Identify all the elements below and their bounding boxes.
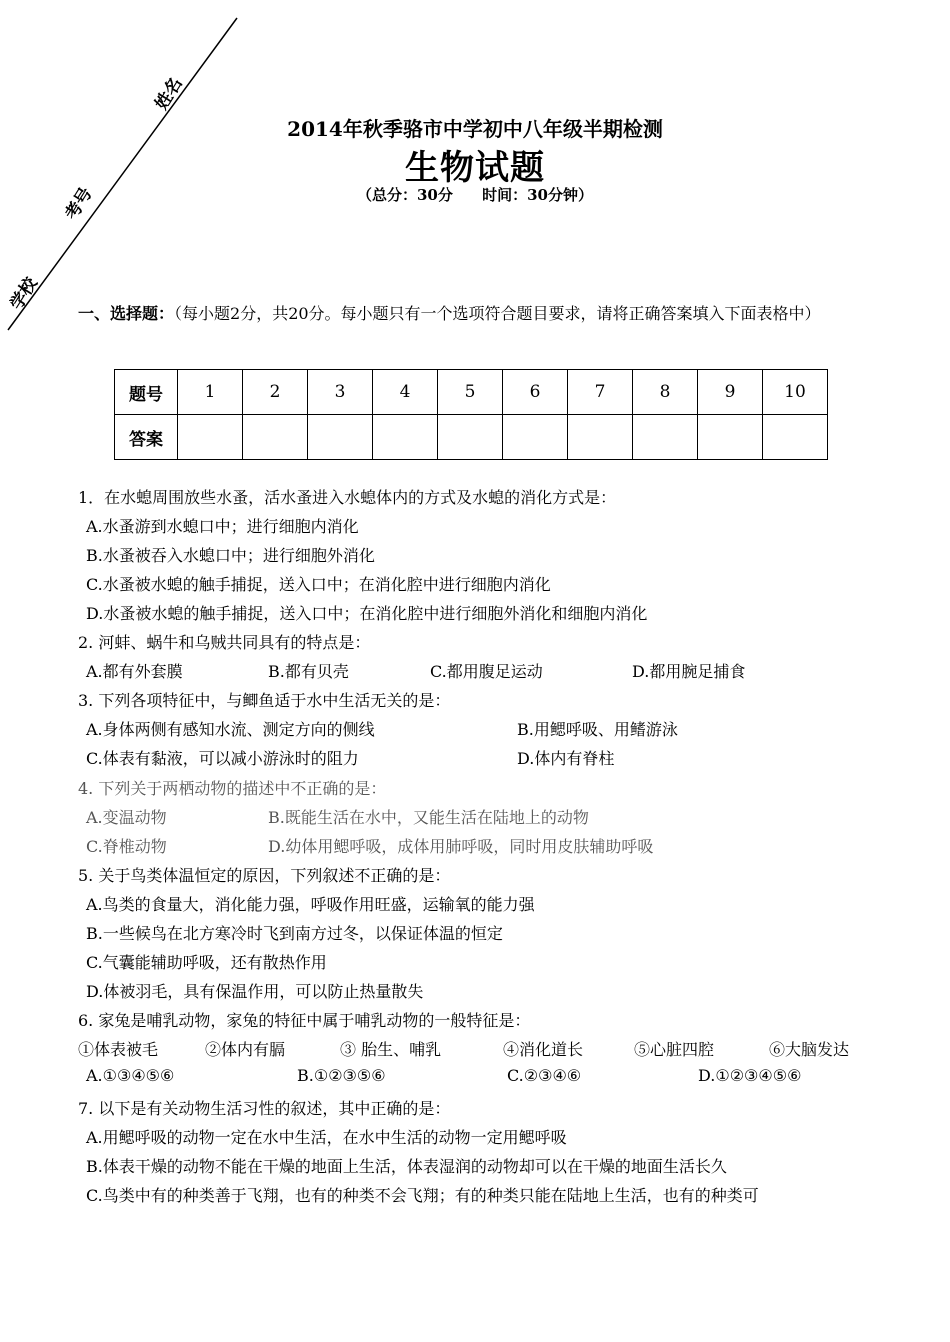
question-5-option-c: C.气囊能辅助呼吸，还有散热作用 bbox=[86, 953, 327, 972]
question-6-stem: 6. 家兔是哺乳动物，家兔的特征中属于哺乳动物的一般特征是： bbox=[78, 1011, 531, 1030]
table-cell: 9 bbox=[698, 370, 763, 415]
exam-title: 2014年秋季骆市中学初中八年级半期检测 bbox=[287, 117, 663, 141]
question-3-option-b: B.用鳃呼吸、用鳍游泳 bbox=[517, 720, 678, 739]
section-title: 一、选择题： bbox=[78, 304, 175, 323]
question-4-option-b: B.既能生活在水中，又能生活在陆地上的动物 bbox=[268, 808, 589, 827]
table-cell: 2 bbox=[243, 370, 308, 415]
subject-title: 生物试题 bbox=[405, 148, 545, 188]
table-cell: 5 bbox=[438, 370, 503, 415]
question-6-feature-1: ①体表被毛 bbox=[78, 1040, 159, 1059]
question-6-feature-4: ④消化道长 bbox=[503, 1040, 584, 1059]
question-5-stem: 5. 关于鸟类体温恒定的原因，下列叙述不正确的是： bbox=[78, 866, 451, 885]
question-7-option-a: A.用鳃呼吸的动物一定在水中生活，在水中生活的动物一定用鳃呼吸 bbox=[86, 1128, 567, 1147]
question-2-stem: 2. 河蚌、蜗牛和乌贼共同具有的特点是： bbox=[78, 633, 371, 652]
section-instruction: （每小题2分，共20分。每小题只有一个选项符合题目要求，请将正确答案填入下面表格中） bbox=[174, 304, 821, 323]
exam-time: 时间：30分钟） bbox=[482, 186, 593, 204]
question-6-option-b: B.①②③⑤⑥ bbox=[297, 1066, 386, 1085]
question-6-feature-3: ③ 胎生、哺乳 bbox=[340, 1040, 442, 1059]
table-cell: 6 bbox=[503, 370, 568, 415]
answer-cell[interactable] bbox=[633, 415, 698, 460]
question-5-option-d: D.体被羽毛，具有保温作用，可以防止热量散失 bbox=[86, 982, 424, 1001]
answer-cell[interactable] bbox=[438, 415, 503, 460]
row-label-answer: 答案 bbox=[115, 415, 178, 460]
question-1-option-d: D.水蚤被水螅的触手捕捉，送入口中；在消化腔中进行细胞外消化和细胞内消化 bbox=[86, 604, 648, 623]
answer-cell[interactable] bbox=[763, 415, 828, 460]
question-3-stem: 3. 下列各项特征中，与鲫鱼适于水中生活无关的是： bbox=[78, 691, 451, 710]
question-6-feature-2: ②体内有膈 bbox=[205, 1040, 286, 1059]
question-1-option-a: A.水蚤游到水螅口中；进行细胞内消化 bbox=[86, 517, 359, 536]
question-2-option-c: C.都用腹足运动 bbox=[430, 662, 543, 681]
question-4-option-a: A.变温动物 bbox=[86, 808, 167, 827]
question-6-option-a: A.①③④⑤⑥ bbox=[86, 1066, 175, 1085]
answer-cell[interactable] bbox=[568, 415, 633, 460]
answer-cell[interactable] bbox=[178, 415, 243, 460]
table-cell: 10 bbox=[763, 370, 828, 415]
question-1-option-b: B.水蚤被吞入水螅口中；进行细胞外消化 bbox=[86, 546, 375, 565]
answer-cell[interactable] bbox=[373, 415, 438, 460]
question-2-option-d: D.都用腕足捕食 bbox=[632, 662, 746, 681]
question-4-option-c: C.脊椎动物 bbox=[86, 837, 167, 856]
row-label-number: 题号 bbox=[115, 370, 178, 415]
seal-school-label: 学校 bbox=[6, 274, 42, 314]
answer-cell[interactable] bbox=[243, 415, 308, 460]
question-5-option-b: B.一些候鸟在北方寒冷时飞到南方过冬，以保证体温的恒定 bbox=[86, 924, 503, 943]
question-2-option-b: B.都有贝壳 bbox=[268, 662, 349, 681]
answer-table bbox=[114, 369, 828, 460]
question-7-stem: 7. 以下是有关动物生活习性的叙述，其中正确的是： bbox=[78, 1099, 451, 1118]
question-4-stem: 4. 下列关于两栖动物的描述中不正确的是： bbox=[78, 779, 387, 798]
table-row bbox=[115, 370, 828, 415]
question-5-option-a: A.鸟类的食量大，消化能力强，呼吸作用旺盛，运输氧的能力强 bbox=[86, 895, 535, 914]
seal-name-label: 姓名 bbox=[151, 74, 187, 114]
section-heading bbox=[78, 299, 878, 328]
table-cell: 3 bbox=[308, 370, 373, 415]
question-1-stem: 1．在水螅周围放些水蚤，活水蚤进入水螅体内的方式及水螅的消化方式是： bbox=[78, 488, 617, 507]
exam-meta bbox=[0, 184, 950, 205]
seal-exam-number-label: 考号 bbox=[61, 184, 97, 224]
answer-cell[interactable] bbox=[698, 415, 763, 460]
question-6-option-d: D.①②③④⑤⑥ bbox=[698, 1066, 802, 1085]
question-7-option-b: B.体表干燥的动物不能在干燥的地面上生活，体表湿润的动物却可以在干燥的地面生活长久 bbox=[86, 1157, 727, 1176]
table-cell: 1 bbox=[178, 370, 243, 415]
question-1-option-c: C.水蚤被水螅的触手捕捉，送入口中；在消化腔中进行细胞内消化 bbox=[86, 575, 551, 594]
question-3-option-d: D.体内有脊柱 bbox=[517, 749, 615, 768]
table-row bbox=[115, 415, 828, 460]
question-6-option-c: C.②③④⑥ bbox=[507, 1066, 582, 1085]
table-cell: 4 bbox=[373, 370, 438, 415]
table-cell: 7 bbox=[568, 370, 633, 415]
question-6-feature-6: ⑥大脑发达 bbox=[769, 1040, 850, 1059]
question-3-option-c: C.体表有黏液，可以减小游泳时的阻力 bbox=[86, 749, 359, 768]
answer-cell[interactable] bbox=[503, 415, 568, 460]
total-score: （总分：30分 bbox=[357, 186, 453, 204]
question-3-option-a: A.身体两侧有感知水流、测定方向的侧线 bbox=[86, 720, 375, 739]
question-6-feature-5: ⑤心脏四腔 bbox=[634, 1040, 715, 1059]
question-7-option-c: C.鸟类中有的种类善于飞翔，也有的种类不会飞翔；有的种类只能在陆地上生活，也有的种类可 bbox=[86, 1186, 759, 1205]
question-2-option-a: A.都有外套膜 bbox=[86, 662, 183, 681]
question-4-option-d: D.幼体用鳃呼吸，成体用肺呼吸，同时用皮肤辅助呼吸 bbox=[268, 837, 654, 856]
answer-cell[interactable] bbox=[308, 415, 373, 460]
table-cell: 8 bbox=[633, 370, 698, 415]
